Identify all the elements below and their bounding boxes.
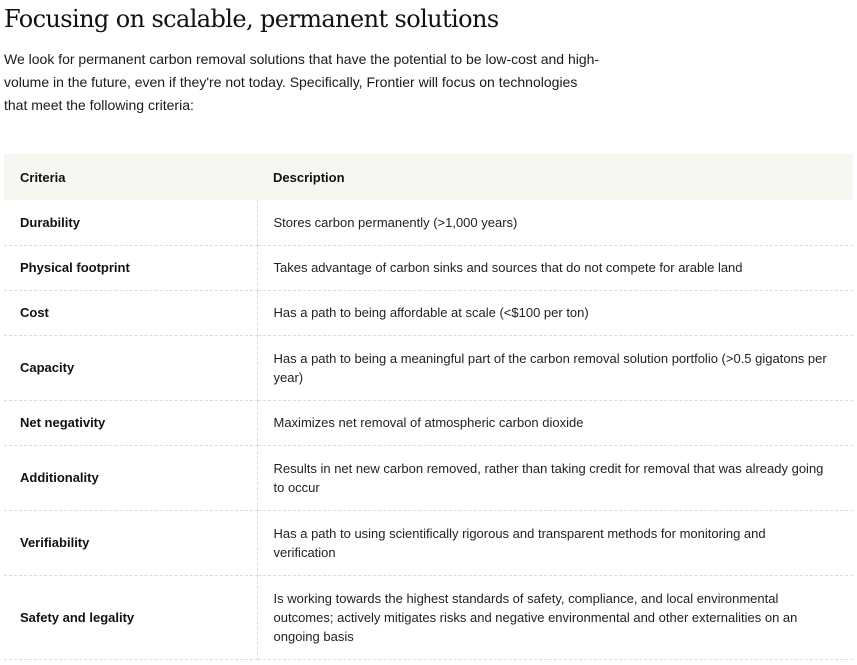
table-row (4, 575, 853, 659)
description-cell: Has a path to using scientifically rigorous and transparent methods for monitoring and verification (257, 510, 853, 575)
header-row (4, 154, 853, 200)
table-row (4, 200, 853, 245)
description-cell: Stores carbon permanently (>1,000 years) (257, 200, 853, 245)
description-cell: Has a path to being affordable at scale (<$100 per ton) (257, 290, 853, 335)
table-row (4, 510, 853, 575)
content-section (4, 0, 853, 644)
criteria-cell: Additionality (4, 445, 257, 510)
table-row (4, 400, 853, 445)
criteria-cell: Physical footprint (4, 245, 257, 290)
description-cell: Takes advantage of carbon sinks and sources that do not compete for arable land (257, 245, 853, 290)
criteria-cell: Durability (4, 200, 257, 245)
header-criteria: Criteria (20, 169, 66, 185)
header-description: Description (273, 169, 345, 185)
description-cell: Is working towards the highest standards of safety, compliance, and local environmental outcomes; actively mitigates risks and negative environmental and other externalities on an ongoing basis (257, 575, 853, 659)
table-body (4, 200, 853, 659)
table-row (4, 245, 853, 290)
table-row (4, 335, 853, 400)
criteria-cell: Net negativity (4, 400, 257, 445)
table-row (4, 290, 853, 335)
table-row (4, 445, 853, 510)
description-cell: Results in net new carbon removed, rather than taking credit for removal that was already going to occur (257, 445, 853, 510)
criteria-table (4, 154, 853, 660)
section-heading: Focusing on scalable, permanent solutions (4, 5, 499, 33)
criteria-cell: Safety and legality (4, 575, 257, 659)
criteria-cell: Capacity (4, 335, 257, 400)
criteria-cell: Verifiability (4, 510, 257, 575)
description-cell: Has a path to being a meaningful part of the carbon removal solution portfolio (>0.5 gigatons per year) (257, 335, 853, 400)
table-header (4, 154, 853, 200)
description-cell: Maximizes net removal of atmospheric carbon dioxide (257, 400, 853, 445)
intro-paragraph: We look for permanent carbon removal solutions that have the potential to be low-cost and high-volume in the future, even if they're not today. Specifically, Frontier will focus on technologies that meet the following criteria: (4, 51, 600, 113)
criteria-cell: Cost (4, 290, 257, 335)
